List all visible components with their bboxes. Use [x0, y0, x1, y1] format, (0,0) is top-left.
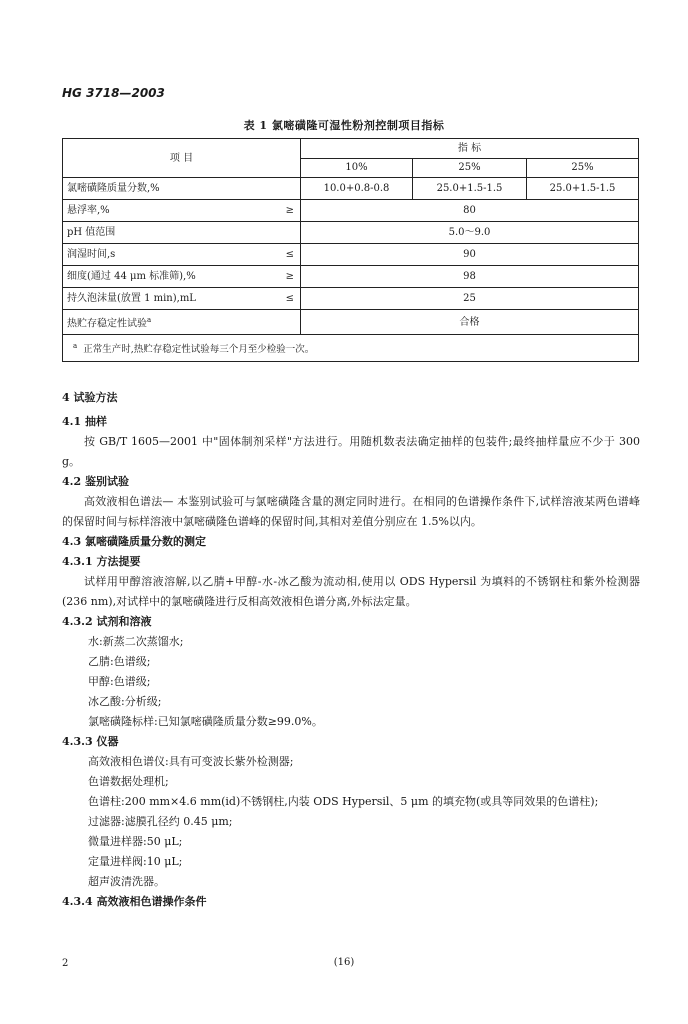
row-item: 悬浮率,% [67, 205, 110, 216]
row-value: 5.0～9.0 [301, 222, 639, 244]
table-row [63, 200, 639, 222]
spec-table [62, 138, 639, 362]
row-value: 90 [301, 244, 639, 266]
grade-header: 10% [301, 159, 413, 178]
row-symbol: ≥ [285, 205, 294, 216]
row-symbol: ≤ [285, 293, 294, 304]
section-heading: 4.3 氯嘧磺隆质量分数的测定 [62, 535, 206, 548]
row-item: 持久泡沫量(放置 1 min),mL [67, 293, 196, 304]
section-heading: 4.2 鉴别试验 [62, 475, 129, 488]
paragraph: 试样用甲醇溶液溶解,以乙腈+甲醇-水-冰乙酸为流动相,使用以 ODS Hypersil 为填料的不锈钢柱和紫外检测器(236 nm),对试样中的氯嘧磺隆进行反相高效液相色谱分离,外标法定量。 [62, 575, 640, 608]
row-value: 25.0+1.5-1.5 [527, 178, 639, 200]
footnote-text: 正常生产时,热贮存稳定性试验每三个月至少检验一次。 [83, 344, 315, 356]
section-heading: 4.3.4 高效液相色谱操作条件 [62, 895, 207, 908]
table-row [63, 178, 639, 200]
grade-header: 25% [527, 159, 639, 178]
row-value: 25.0+1.5-1.5 [413, 178, 527, 200]
list-item: 冰乙酸:分析级; [88, 695, 162, 708]
row-value: 80 [301, 200, 639, 222]
section-heading: 4.3.3 仪器 [62, 735, 119, 748]
list-item: 超声波清洗器。 [88, 875, 165, 888]
table-caption: 表 1 氯嘧磺隆可湿性粉剂控制项目指标 [243, 119, 445, 132]
paragraph: 按 GB/T 1605—2001 中"固体制剂采样"方法进行。用随机数表法确定抽样的包装件;最终抽样量应不少于 300 g。 [62, 435, 640, 468]
standard-code: HG 3718—2003 [62, 86, 165, 100]
row-item: 氯嘧磺隆质量分数,% [67, 183, 160, 194]
section-heading: 4.1 抽样 [62, 415, 107, 428]
row-item-sup: a [147, 316, 152, 324]
list-item: 色谱柱:200 mm×4.6 mm(id)不锈钢柱,内装 ODS Hypersil、5 μm 的填充物(或具等同效果的色谱柱); [88, 795, 599, 808]
table-row [63, 222, 639, 244]
list-item: 微量进样器:50 μL; [88, 835, 183, 848]
list-item: 高效液相色谱仪:具有可变波长紫外检测器; [88, 755, 294, 768]
list-item: 定量进样阀:10 μL; [88, 855, 183, 868]
table-footnote [63, 335, 639, 362]
list-item: 乙腈:色谱级; [88, 655, 151, 668]
section-heading: 4.3.2 试剂和溶液 [62, 615, 152, 628]
list-item: 氯嘧磺隆标样:已知氯嘧磺隆质量分数≥99.0%。 [88, 715, 323, 728]
row-item: 细度(通过 44 μm 标准筛),% [67, 271, 196, 282]
table-row [63, 244, 639, 266]
table-row [63, 288, 639, 310]
row-value: 98 [301, 266, 639, 288]
row-value: 10.0+0.8-0.8 [301, 178, 413, 200]
footnote-mark: a [73, 342, 78, 351]
row-symbol: ≥ [285, 271, 294, 282]
row-item: pH 值范围 [67, 227, 116, 238]
row-item: 热贮存稳定性试验 [67, 318, 147, 330]
row-value: 25 [301, 288, 639, 310]
col-index-header: 指 标 [301, 139, 639, 159]
page-number: 2 [62, 958, 69, 969]
row-item: 润湿时间,s [67, 249, 116, 260]
table-row [63, 310, 639, 335]
table-row [63, 266, 639, 288]
row-symbol: ≤ [285, 249, 294, 260]
list-item: 水:新蒸二次蒸馏水; [88, 635, 184, 648]
col-item-header: 项 目 [63, 139, 301, 178]
list-item: 甲醇:色谱级; [88, 675, 151, 688]
grade-header: 25% [413, 159, 527, 178]
section-heading: 4.3.1 方法提要 [62, 555, 141, 568]
row-value: 合格 [301, 310, 639, 335]
section-heading: 4 试验方法 [62, 391, 118, 404]
list-item: 色谱数据处理机; [88, 775, 169, 788]
center-page-number: (16) [333, 957, 355, 968]
body-text [62, 388, 640, 912]
list-item: 过滤器:滤膜孔径约 0.45 μm; [88, 815, 233, 828]
paragraph: 高效液相色谱法— 本鉴别试验可与氯嘧磺隆含量的测定同时进行。在相同的色谱操作条件下,试样溶液某两色谱峰的保留时间与标样溶液中氯嘧磺隆色谱峰的保留时间,其相对差值分别应在 1.5%以内。 [62, 495, 640, 528]
